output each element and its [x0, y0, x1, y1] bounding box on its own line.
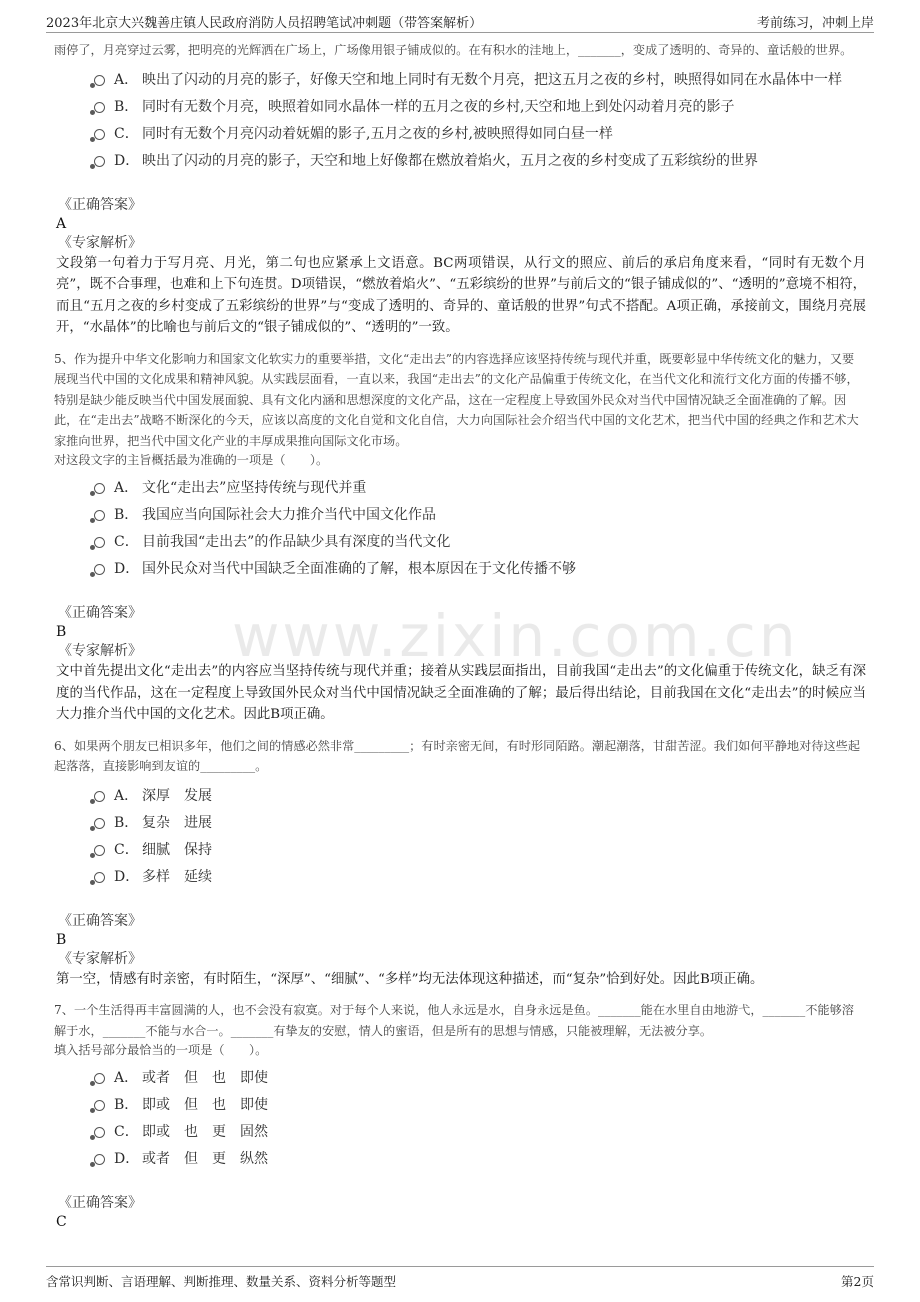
page-header — [46, 10, 874, 33]
option-d[interactable]: D． 国外民众对当代中国缺乏全面准确的了解，根本原因在于文化传播不够 — [54, 558, 866, 585]
option-list — [54, 785, 866, 893]
option-c[interactable]: C． 细腻 保持 — [54, 839, 866, 866]
radio-icon[interactable] — [94, 102, 105, 113]
radio-icon[interactable] — [94, 1100, 105, 1111]
question-passage: 雨停了，月亮穿过云雾，把明亮的光辉洒在广场上，广场像用银子铺成似的。在有积水的洼地上，_______，变成了透明的、奇异的、童话般的世界。 — [54, 43, 853, 57]
watermark: www.zixin.com.cn — [232, 602, 799, 670]
answer-block — [54, 603, 866, 726]
analysis-label: 《专家解析》 — [58, 950, 142, 967]
answer-value: C — [56, 1214, 67, 1230]
option-a[interactable]: A． 映出了闪动的月亮的影子，好像天空和地上同时有无数个月亮，把这五月之夜的乡村，映照得如同在水晶体中一样 — [54, 69, 866, 96]
option-list — [54, 69, 866, 177]
radio-icon[interactable] — [94, 510, 105, 521]
question-stem: 6、如果两个朋友已相识多年，他们之间的情感必然非常_________；有时亲密无间，有时形同陌路。潮起潮落，甘甜苦涩。我们如何平静地对待这些起起落落，直接影响到友谊的_________。 — [54, 738, 861, 773]
analysis-text: 文中首先提出文化“走出去”的内容应当坚持传统与现代并重；接着从实践层面指出，目前我国“走出去”的文化偏重于传统文化，缺乏有深度的当代作品，这在一定程度上导致国外民众对当代中国情况缺乏全面准确的了解；最后得出结论，目前我国在文化“走出去”的时候应当大力推介当代中国的文化艺术。因此B项正确。 — [56, 664, 866, 722]
page-number: 第2页 — [841, 1274, 874, 1289]
answer-block — [54, 195, 866, 339]
option-d[interactable]: D． 多样 延续 — [54, 866, 866, 893]
header-slogan: 考前练习，冲刺上岸 — [756, 16, 874, 31]
option-d[interactable]: D． 或者 但 更 纵然 — [54, 1148, 866, 1175]
option-c[interactable]: C． 即或 也 更 固然 — [54, 1121, 866, 1148]
page-footer — [46, 1266, 874, 1291]
option-b[interactable]: B． 复杂 进展 — [54, 812, 866, 839]
radio-icon[interactable] — [94, 845, 105, 856]
question-7 — [54, 1000, 866, 1231]
analysis-label: 《专家解析》 — [58, 234, 142, 251]
radio-icon[interactable] — [94, 818, 105, 829]
question-prompt: 填入括号部分最恰当的一项是（ ）。 — [54, 1043, 268, 1057]
question-6 — [54, 736, 866, 991]
analysis-label: 《专家解析》 — [58, 643, 142, 659]
analysis-text: 第一空，情感有时亲密，有时陌生，“深厚”、“细腻”、“多样”均无法体现这种描述，而“复杂”恰到好处。因此B项正确。 — [56, 971, 764, 987]
option-b[interactable]: B． 同时有无数个月亮，映照着如同水晶体一样的五月之夜的乡村,天空和地上到处闪动着月亮的影子 — [54, 96, 866, 123]
radio-icon[interactable] — [94, 791, 105, 802]
option-a[interactable]: A． 或者 但 也 即使 — [54, 1067, 866, 1094]
option-a[interactable]: A． 深厚 发展 — [54, 785, 866, 812]
answer-label: 《正确答案》 — [58, 605, 142, 621]
page-content — [54, 40, 866, 1231]
answer-label: 《正确答案》 — [58, 1195, 142, 1211]
radio-icon[interactable] — [94, 1127, 105, 1138]
question-5 — [54, 349, 866, 726]
question-stem: 5、作为提升中华文化影响力和国家文化软实力的重要举措，文化“走出去”的内容选择应该坚持传统与现代并重，既要彰显中华传统文化的魅力，又要展现当代中国的文化成果和精神风貌。从实践层面看，一直以来，我国“走出去”的文化产品偏重于传统文化，在当代文化和流行文化方面的传播不够，特别是缺少能反映当代中国发展面貌、具有文化内涵和思想深度的文化产品，这在一定程度上导致国外民众对当代中国情况缺乏全面准确的了解。因此，在“走出去”战略不断深化的今天，应该以高度的文化自觉和文化自信，大力向国际社会介绍当代中国的文化艺术，把当代中国的经典之作和艺术大家推向世界，把当代中国文化产业的丰厚成果推向国际文化市场。 — [54, 351, 859, 448]
option-list — [54, 477, 866, 585]
radio-icon[interactable] — [94, 483, 105, 494]
answer-value: B — [56, 931, 67, 948]
radio-icon[interactable] — [94, 1073, 105, 1084]
answer-label: 《正确答案》 — [58, 912, 142, 929]
question-prompt: 对这段文字的主旨概括最为准确的一项是（ ）。 — [54, 453, 329, 467]
answer-block — [54, 1193, 866, 1231]
question-4 — [54, 40, 866, 339]
option-list — [54, 1067, 866, 1175]
radio-icon[interactable] — [94, 1154, 105, 1165]
document-title: 2023年北京大兴魏善庄镇人民政府消防人员招聘笔试冲刺题（带答案解析） — [46, 16, 483, 31]
analysis-text: 文段第一句着力于写月亮、月光，第二句也应紧承上文语意。BC两项错误，从行文的照应、前后的承启角度来看，“同时有无数个月亮”，既不合事理，也难和上下句连贯。D项错误，“燃放着焰火”、“五彩缤纷的世界”与前后文的“银子铺成似的”、“透明的”意境不相符，而且“五月之夜的乡村变成了五彩缤纷的世界”与“变成了透明的、奇异的、童话般的世界”句式不搭配。A项正确，承接前文，围绕月亮展开，“水晶体”的比喻也与前后文的“银子铺成似的”、“透明的”一致。 — [56, 255, 866, 335]
question-stem: 7、一个生活得再丰富圆满的人，也不会没有寂寞。对于每个人来说，他人永远是水，自身永远是鱼。_______能在水里自由地游弋，_______不能够溶解于水，_______不能与水合一。_______有挚友的安慰，情人的蜜语，但是所有的思想与情感，只能被理解，无法被分享。 — [54, 1003, 854, 1038]
radio-icon[interactable] — [94, 129, 105, 140]
option-b[interactable]: B． 我国应当向国际社会大力推介当代中国文化作品 — [54, 504, 866, 531]
answer-block — [54, 911, 866, 991]
option-a[interactable]: A． 文化“走出去”应坚持传统与现代并重 — [54, 477, 866, 504]
option-b[interactable]: B． 即或 但 也 即使 — [54, 1094, 866, 1121]
answer-value: A — [56, 215, 67, 232]
radio-icon[interactable] — [94, 564, 105, 575]
radio-icon[interactable] — [94, 537, 105, 548]
option-d[interactable]: D． 映出了闪动的月亮的影子，天空和地上好像都在燃放着焰火，五月之夜的乡村变成了五彩缤纷的世界 — [54, 150, 866, 177]
option-c[interactable]: C． 同时有无数个月亮闪动着妩媚的影子,五月之夜的乡村,被映照得如同白昼一样 — [54, 123, 866, 150]
option-c[interactable]: C． 目前我国“走出去”的作品缺少具有深度的当代文化 — [54, 531, 866, 558]
radio-icon[interactable] — [94, 75, 105, 86]
radio-icon[interactable] — [94, 156, 105, 167]
answer-value: B — [56, 624, 67, 640]
answer-label: 《正确答案》 — [58, 196, 142, 213]
radio-icon[interactable] — [94, 872, 105, 883]
footer-note: 含常识判断、言语理解、判断推理、数量关系、资料分析等题型 — [46, 1274, 397, 1289]
